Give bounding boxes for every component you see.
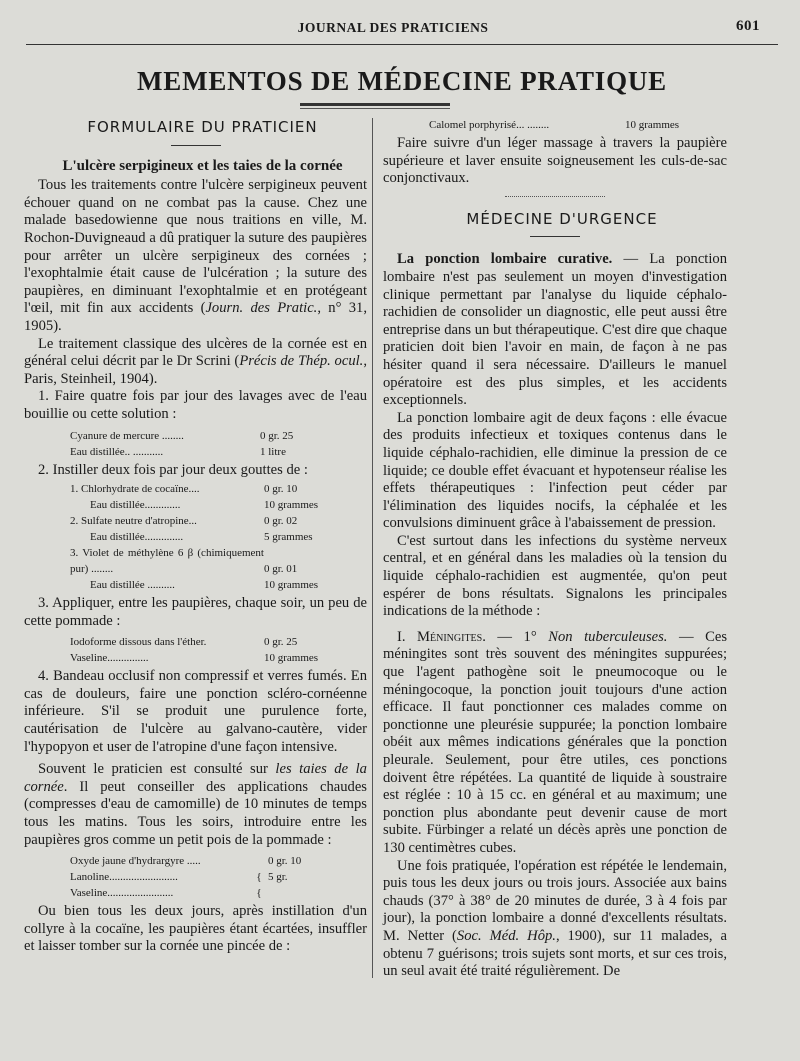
prescription-line: Eau distillée.. ........... 1 litre xyxy=(70,445,286,458)
prescription-4 xyxy=(70,853,367,901)
main-title: MEMENTOS DE MÉDECINE PRATIQUE xyxy=(136,66,667,96)
prescription-3 xyxy=(70,634,367,666)
section-rule xyxy=(171,145,221,146)
treatment-step: 1. Faire quatre fois par jour des lavages avec de l'eau bouillie ou cette solution : xyxy=(24,388,367,422)
paragraph: La ponction lombaire agit de deux façons : elle évacue des produits infectieux et toxiques contenus dans le liquide céphalo-rachidien, elle diminue la pression de ce liquide; ce double effet évacuant et hypotenseur réalise les effets thérapeutiques : l'infection peut céder par l'élimination des liquides nocifs, la céphalée et les convulsions diminuent grâce à l'abaissement de pression. xyxy=(383,409,727,532)
paragraph: I. Méningites. — 1° Non tuberculeuses. — Ces méningites sont très souvent des méningites suppurées; que l'agent pathogène soit le pneumocoque ou le méningocoque, la ponction jouit toujours d'une action efficace. Il faut ponctionner ces malades comme on ponctionne une pleurésie suppurée; la ponction lombaire obéit aux mêmes indications générales que la ponction pleurale. Seulement, pour être utiles, ces ponctions doivent être répétées. La quantité de liquide à soustraire est réglée : 10 à 15 cc. en général et au maximum; une ponction plus abondante peut devenir cause de mort subite. Fürbinger a relaté un décès après une ponction de 130 centimètres cubes. xyxy=(383,628,728,856)
prescription-line: Eau distillée .......... 10 grammes xyxy=(90,579,319,592)
prescription-line: Eau distillée............. 10 grammes xyxy=(90,499,319,512)
prescription-1 xyxy=(70,428,367,460)
treatment-step: 3. Appliquer, entre les paupières, chaque soir, un peu de cette pommade : xyxy=(24,595,367,629)
prescription-line: Iodoforme dissous dans l'éther. 0 gr. 25 xyxy=(70,636,298,649)
paragraph: La ponction lombaire curative. — La ponction lombaire n'est pas seulement un moyen d'investigation clinique permettant par l'analyse du liquide céphalo-rachidien de consolider un diagnostic, elle peut aussi être entreprise dans un but thérapeutique. C'est dire que chaque praticien doit bien l'avoir en main, de façon à ne pas hésiter quand il sera nécessaire. D'ailleurs le manuel opératoire est des plus simples, et les accidents exceptionnels. xyxy=(383,251,727,409)
title-rule-thin xyxy=(300,108,450,109)
prescription-line: 1. Chlorhydrate de cocaïne.... 0 gr. 10 xyxy=(70,483,298,496)
column-divider xyxy=(372,118,373,978)
prescription-2 xyxy=(70,481,367,593)
section-ornament xyxy=(505,196,605,197)
section-title-formulaire: FORMULAIRE DU PRATICIEN xyxy=(87,118,318,136)
prescription-line: 2. Sulfate neutre d'atropine... 0 gr. 02 xyxy=(70,515,298,528)
left-column xyxy=(24,115,367,956)
prescription-calomel xyxy=(429,117,727,133)
prescription-line: Eau distillée.............. 5 grammes xyxy=(90,531,313,544)
prescription-line: Vaseline........................ { xyxy=(70,887,262,900)
prescription-line: Oxyde jaune d'hydrargyre ..... 0 gr. 10 xyxy=(70,855,302,868)
paragraph: Le traitement classique des ulcères de la cornée est en général celui décrit par le Dr Scrini (Précis de Thép. ocul., Paris, Steinheil, 1904). xyxy=(24,335,367,387)
page-number: 601 xyxy=(736,18,760,34)
section-title-urgence: MÉDECINE D'URGENCE xyxy=(466,209,658,228)
running-header xyxy=(26,20,760,40)
prescription-line: Calomel porphyrisé... ........ 10 grammes xyxy=(429,119,680,131)
paragraph: Souvent le praticien est consulté sur les taies de la cornée. Il peut conseiller des applications chaudes (compresses d'eau de camomille) de 10 minutes de temps tous les matins. Tous les soirs, introduire entre les paupières gros comme un petit pois de la pommade : xyxy=(24,761,367,848)
header-rule xyxy=(26,44,778,45)
paragraph: Tous les traitements contre l'ulcère serpigineux peuvent échouer quand on ne combat pas la cause. Chez une malade basedowienne que nous traitions en ville, M. Rochon-Duvigneaud a dû pratiquer la suture des paupières pour arrêter un ulcère serpigineux des cornées ; l'exophtalmie était cause de l'ulcération ; la suture des paupières, en diminuant l'exophtalmie et en protégeant l'œil, mit fin aux accidents (Journ. des Pratic., n° 31, 1905). xyxy=(24,177,367,334)
article-subtitle: L'ulcère serpigineux et les taies de la cornée xyxy=(62,157,343,174)
prescription-line: Cyanure de mercure ........ 0 gr. 25 xyxy=(70,429,294,442)
prescription-line: Vaseline............... 10 grammes xyxy=(70,652,319,665)
journal-title: JOURNAL DES PRATICIENS xyxy=(297,20,489,35)
paragraph: Une fois pratiquée, l'opération est répétée le lendemain, puis tous les deux jours ou trois jours. Associée aux bains chauds (37° à 38° de 20 minutes de durée, 3 à 4 fois par jour), la ponction lombaire a donné d'excellents résultats. M. Netter (Soc. Méd. Hôp., 1900), sur 11 malades, a obtenu 7 guérisons; trois sujets sont morts, et sur ces trois, un seul avait été traité régulièrement. De xyxy=(383,857,727,980)
section-rule xyxy=(530,236,580,237)
title-rule xyxy=(300,103,450,106)
paragraph: Ou bien tous les deux jours, après instillation d'un collyre à la cocaïne, les paupières étant écartées, insuffler et laisser tomber sur la cornée une pincée de : xyxy=(24,903,367,955)
prescription-line: 3. Violet de méthylène 6 β (chimiquement pur) ........ 0 gr. 01 xyxy=(70,547,298,576)
treatment-step: 4. Bandeau occlusif non compressif et verres fumés. En cas de douleurs, faire une ponction scléro-cornéenne inférieure. S'il se produit une purulence forte, cautérisation de l'ulcère au galvano-cautère, vider l'hypopyon et user de l'atropine d'une façon intensive. xyxy=(24,668,367,755)
right-column xyxy=(383,115,727,981)
prescription-line: Lanoline......................... { 5 gr. xyxy=(70,871,288,884)
paragraph: C'est surtout dans les infections du système nerveux central, et en général dans les maladies où la tension du liquide céphalo-rachidien est augmentée, qu'on peut espérer de bons résultats. Signalons les principales indications de la méthode : xyxy=(383,532,727,620)
paragraph: Faire suivre d'un léger massage à travers la paupière supérieure et laver ensuite soigneusement les culs-de-sac conjonctivaux. xyxy=(383,135,727,187)
treatment-step: 2. Instiller deux fois par jour deux gouttes de : xyxy=(38,461,308,478)
